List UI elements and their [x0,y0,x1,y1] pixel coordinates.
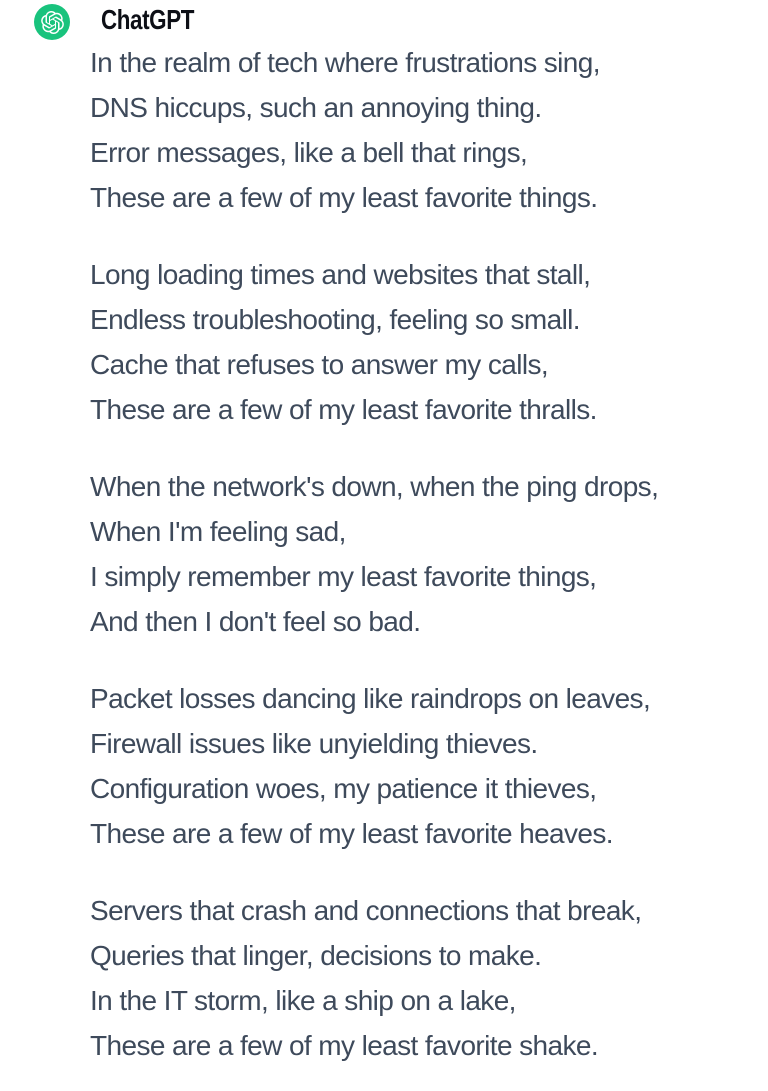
poem-line: Packet losses dancing like raindrops on leaves, [90,683,651,714]
poem-line: Queries that linger, decisions to make. [90,940,542,971]
poem-line: These are a few of my least favorite thralls. [90,394,597,425]
poem-line: And then I don't feel so bad. [90,606,421,637]
poem-line: These are a few of my least favorite heaves. [90,818,613,849]
poem-line: When the network's down, when the ping drops, [90,471,659,502]
poem-line: Firewall issues like unyielding thieves. [90,728,538,759]
poem-line: Cache that refuses to answer my calls, [90,349,549,380]
poem-stanza-1 [90,40,768,220]
poem-line: These are a few of my least favorite things. [90,182,598,213]
author-name-label: ChatGPT [101,4,195,35]
poem-line: Long loading times and websites that stall, [90,259,591,290]
poem-stanza-2 [90,252,768,432]
poem-line: DNS hiccups, such an annoying thing. [90,92,542,123]
poem-line: Configuration woes, my patience it thieves, [90,773,597,804]
poem-line: Endless troubleshooting, feeling so small. [90,304,580,335]
author-name [101,0,768,40]
poem-stanza-3 [90,464,768,644]
poem-line: These are a few of my least favorite shake. [90,1030,599,1061]
poem-line: When I'm feeling sad, [90,516,346,547]
openai-logo-icon [41,11,64,34]
poem-stanza-4 [90,676,768,856]
poem-line: In the realm of tech where frustrations sing, [90,47,600,78]
poem-stanza-5 [90,888,768,1068]
poem-line: Servers that crash and connections that break, [90,895,642,926]
poem-line: I simply remember my least favorite things, [90,561,597,592]
message-content [90,40,768,1068]
poem-line: Error messages, like a bell that rings, [90,137,528,168]
chatgpt-avatar [34,4,70,40]
poem-line: In the IT storm, like a ship on a lake, [90,985,516,1016]
